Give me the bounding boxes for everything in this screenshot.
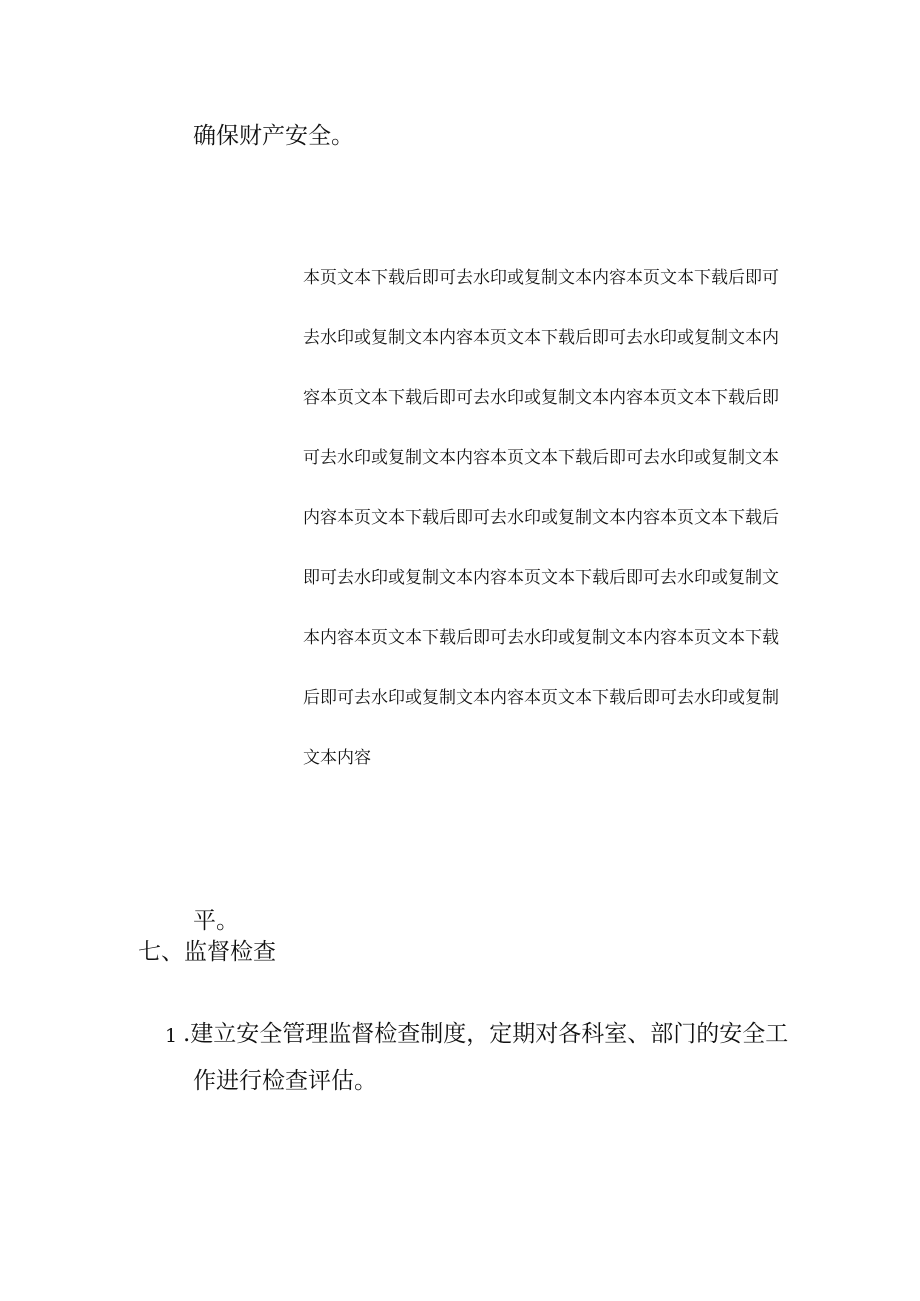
list-item-text-line-2: 作进行检查评估。 <box>193 1068 377 1094</box>
watermark-line: 内容本页文本下载后即可去水印或复制文本内容本页文本下载后 <box>303 508 779 528</box>
list-item-text-line-1: .建立安全管理监督检查制度，定期对各科室、部门的安全工 <box>183 1021 789 1047</box>
watermark-line: 可去水印或复制文本内容本页文本下载后即可去水印或复制文本 <box>303 448 779 468</box>
watermark-notice <box>303 265 783 805</box>
watermark-line: 去水印或复制文本内容本页文本下载后即可去水印或复制文本内 <box>303 328 779 348</box>
watermark-line: 容本页文本下载后即可去水印或复制文本内容本页文本下载后即 <box>303 388 779 408</box>
section-heading: 七、监督检查 <box>138 939 276 965</box>
watermark-line: 本内容本页文本下载后即可去水印或复制文本内容本页文本下载 <box>303 628 779 648</box>
watermark-line: 即可去水印或复制文本内容本页文本下载后即可去水印或复制文 <box>303 568 779 588</box>
list-item-number: 1 <box>165 1025 178 1047</box>
watermark-line: 文本内容 <box>303 748 371 768</box>
paragraph-fragment-ping: 平。 <box>193 908 239 934</box>
paragraph-fragment-top: 确保财产安全。 <box>193 123 354 149</box>
watermark-line: 后即可去水印或复制文本内容本页文本下载后即可去水印或复制 <box>303 688 779 708</box>
watermark-line: 本页文本下载后即可去水印或复制文本内容本页文本下载后即可 <box>303 268 779 288</box>
